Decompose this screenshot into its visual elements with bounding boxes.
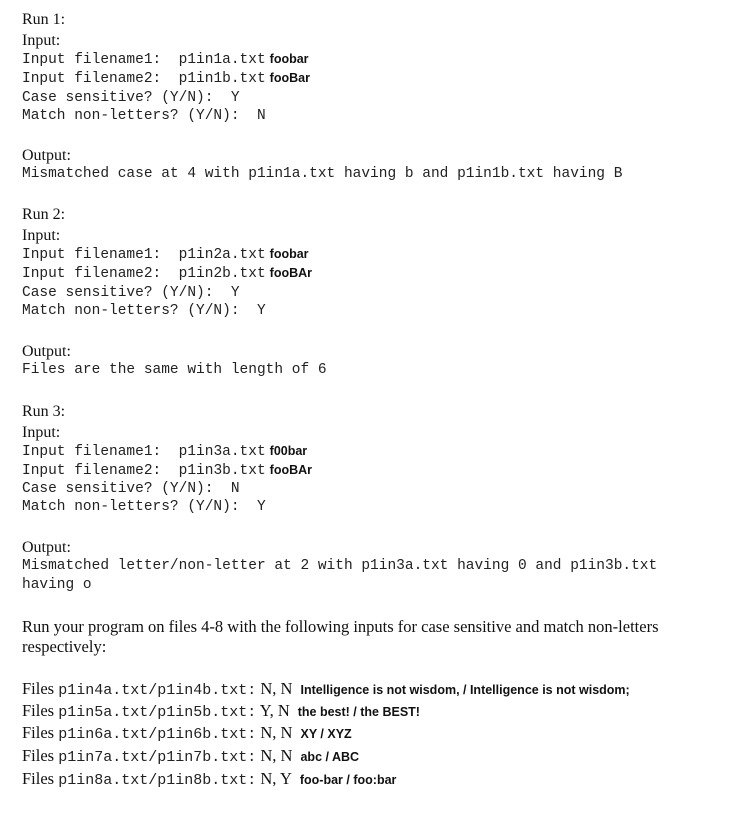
list-item	[22, 722, 352, 746]
input-label: Input:	[22, 32, 61, 49]
match-line	[22, 301, 266, 320]
filename1-value: p1in1a.txt	[178, 52, 266, 68]
files-options: N, N	[256, 679, 293, 698]
files-options: N, N	[256, 746, 293, 765]
filename1-label: Input filename1:	[22, 444, 179, 460]
files-names: p1in8a.txt/p1in8b.txt:	[58, 772, 257, 789]
filename1-content: f00bar	[269, 444, 308, 458]
filename2-label: Input filename2:	[22, 463, 179, 479]
filename2-content: fooBAr	[269, 266, 313, 280]
files-prefix: Files	[22, 701, 59, 720]
match-line	[22, 106, 266, 125]
list-item	[22, 745, 359, 769]
files-prefix: Files	[22, 723, 59, 742]
files-prefix: Files	[22, 679, 59, 698]
filename2-content: fooBAr	[269, 463, 313, 477]
files-note: abc / ABC	[300, 750, 360, 764]
list-item	[22, 768, 396, 792]
filename1-value: p1in3a.txt	[178, 444, 266, 460]
output-label: Output:	[22, 147, 71, 164]
filename2-line	[22, 264, 312, 283]
filename2-content: fooBar	[269, 71, 310, 85]
output-line: Files are the same with length of 6	[22, 362, 327, 378]
files-options: N, N	[256, 723, 293, 742]
run-title: Run 2:	[22, 206, 66, 223]
case-line	[22, 479, 240, 498]
output-label: Output:	[22, 343, 71, 360]
case-line	[22, 88, 240, 107]
filename1-line	[22, 442, 307, 461]
output-line: Mismatched case at 4 with p1in1a.txt having b and p1in1b.txt having B	[22, 166, 623, 182]
filename1-value: p1in2a.txt	[178, 247, 266, 263]
files-note: XY / XYZ	[300, 727, 352, 741]
files-note: the best! / the BEST!	[297, 705, 420, 719]
filename2-label: Input filename2:	[22, 71, 179, 87]
files-names: p1in4a.txt/p1in4b.txt:	[58, 682, 257, 699]
filename1-content: foobar	[269, 247, 309, 261]
match-label: Match non-letters? (Y/N):	[22, 108, 257, 124]
match-value: Y	[256, 303, 266, 319]
case-line	[22, 283, 240, 302]
filename1-label: Input filename1:	[22, 247, 179, 263]
filename1-line	[22, 50, 309, 69]
filename2-label: Input filename2:	[22, 266, 179, 282]
filename2-value: p1in2b.txt	[178, 266, 266, 282]
case-label: Case sensitive? (Y/N):	[22, 285, 231, 301]
filename2-line	[22, 461, 312, 480]
files-names: p1in5a.txt/p1in5b.txt:	[58, 704, 257, 721]
files-names: p1in7a.txt/p1in7b.txt:	[58, 749, 257, 766]
case-label: Case sensitive? (Y/N):	[22, 481, 231, 497]
files-prefix: Files	[22, 769, 59, 788]
match-line	[22, 497, 266, 516]
match-label: Match non-letters? (Y/N):	[22, 499, 257, 515]
case-value: Y	[230, 285, 240, 301]
input-label: Input:	[22, 227, 61, 244]
instruction-text: Run your program on files 4-8 with the following inputs for case sensitive and match non-letters	[22, 617, 659, 636]
match-label: Match non-letters? (Y/N):	[22, 303, 257, 319]
case-value: Y	[230, 90, 240, 106]
filename1-line	[22, 245, 309, 264]
files-note: foo-bar / foo:bar	[299, 773, 397, 787]
output-line: Mismatched letter/non-letter at 2 with p1in3a.txt having 0 and p1in3b.txt	[22, 558, 658, 574]
files-note: Intelligence is not wisdom, / Intelligence is not wisdom;	[300, 683, 630, 697]
filename2-line	[22, 69, 310, 88]
filename1-content: foobar	[269, 52, 309, 66]
filename2-value: p1in3b.txt	[178, 463, 266, 479]
filename1-label: Input filename1:	[22, 52, 179, 68]
list-item	[22, 678, 630, 702]
filename2-value: p1in1b.txt	[178, 71, 266, 87]
files-options: N, Y	[256, 769, 292, 788]
case-value: N	[230, 481, 240, 497]
output-line: having o	[22, 577, 92, 593]
case-label: Case sensitive? (Y/N):	[22, 90, 231, 106]
files-options: Y, N	[256, 701, 290, 720]
instruction-text-continued: respectively:	[22, 637, 107, 656]
list-item	[22, 700, 420, 724]
run-title: Run 1:	[22, 11, 66, 28]
run-title: Run 3:	[22, 403, 66, 420]
input-label: Input:	[22, 424, 61, 441]
files-prefix: Files	[22, 746, 59, 765]
match-value: N	[256, 108, 266, 124]
match-value: Y	[256, 499, 266, 515]
files-names: p1in6a.txt/p1in6b.txt:	[58, 726, 257, 743]
output-label: Output:	[22, 539, 71, 556]
